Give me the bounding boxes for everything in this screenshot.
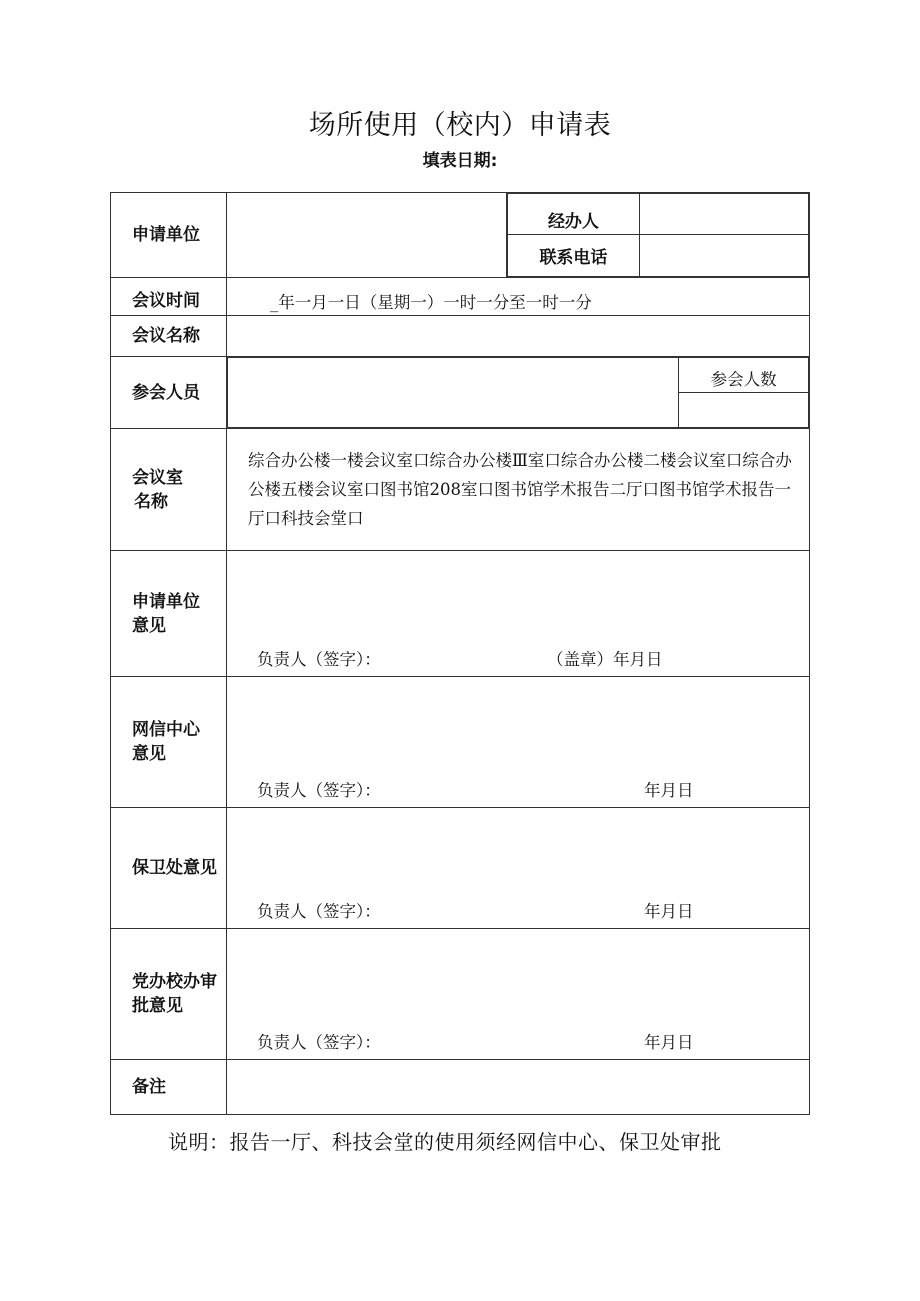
phone-label: 联系电话 bbox=[508, 235, 640, 277]
page-title: 场所使用（校内）申请表 bbox=[308, 110, 612, 141]
net-opinion-line1: 网信中心 bbox=[132, 720, 200, 740]
application-form bbox=[110, 192, 810, 1115]
net-opinion-field[interactable] bbox=[227, 677, 810, 808]
meeting-name-field[interactable] bbox=[227, 316, 810, 357]
applicant-unit-label: 申请单位 bbox=[111, 193, 227, 278]
unit-opinion-line2: 意见 bbox=[132, 615, 166, 636]
meeting-name-label: 会议名称 bbox=[111, 316, 227, 357]
unit-sign-label: 负责人（签字）： bbox=[257, 650, 381, 669]
security-date: 年月日 bbox=[644, 902, 694, 921]
net-sign-label: 负责人（签字）： bbox=[257, 781, 381, 800]
net-opinion-label bbox=[111, 677, 227, 808]
applicant-unit-field[interactable] bbox=[227, 193, 507, 278]
office-sign-label: 负责人（签字）： bbox=[257, 1033, 381, 1052]
office-date: 年月日 bbox=[644, 1033, 694, 1052]
unit-opinion-line1: 申请单位 bbox=[132, 591, 200, 612]
net-date: 年月日 bbox=[644, 781, 694, 800]
security-opinion-field[interactable] bbox=[227, 808, 810, 929]
net-opinion-line2: 意见 bbox=[132, 744, 166, 764]
phone-field[interactable] bbox=[639, 235, 808, 277]
note-text: 说明：报告一厅、科技会堂的使用须经网信中心、保卫处审批 bbox=[168, 1130, 722, 1154]
handler-field[interactable] bbox=[639, 194, 808, 235]
handler-label: 经办人 bbox=[508, 194, 640, 235]
office-opinion-field[interactable] bbox=[227, 929, 810, 1060]
remarks-label: 备注 bbox=[111, 1060, 227, 1115]
room-options[interactable]: 综合办公楼一楼会议室口综合办公楼Ⅲ室口综合办公楼二楼会议室口综合办公楼五楼会议室口图书馆208室口图书馆学术报告二厅口图书馆学术报告一厅口科技会堂口 bbox=[227, 429, 810, 551]
attendee-count-field[interactable] bbox=[679, 393, 809, 428]
meeting-time-label: 会议时间 bbox=[111, 278, 227, 316]
fill-date-label: 填表日期: bbox=[422, 151, 498, 171]
office-opinion-line2: 批意见 bbox=[132, 996, 183, 1016]
unit-opinion-label bbox=[111, 551, 227, 677]
security-opinion-label: 保卫处意见 bbox=[111, 808, 227, 929]
attendees-field[interactable] bbox=[228, 358, 679, 428]
unit-stamp-date: （盖章）年月日 bbox=[547, 650, 663, 669]
room-label bbox=[111, 429, 227, 551]
remarks-field[interactable] bbox=[227, 1060, 810, 1115]
attendee-count-label: 参会人数 bbox=[679, 358, 809, 393]
meeting-time-field[interactable]: _年一月一日（星期一）一时一分至一时一分 bbox=[227, 278, 810, 316]
attendees-label: 参会人员 bbox=[111, 357, 227, 429]
office-opinion-label bbox=[111, 929, 227, 1060]
room-label-line2: 名称 bbox=[134, 491, 168, 512]
unit-opinion-field[interactable] bbox=[227, 551, 810, 677]
room-label-line1: 会议室 bbox=[132, 467, 183, 488]
security-sign-label: 负责人（签字）： bbox=[257, 902, 381, 921]
office-opinion-line1: 党办校办审 bbox=[132, 972, 217, 992]
